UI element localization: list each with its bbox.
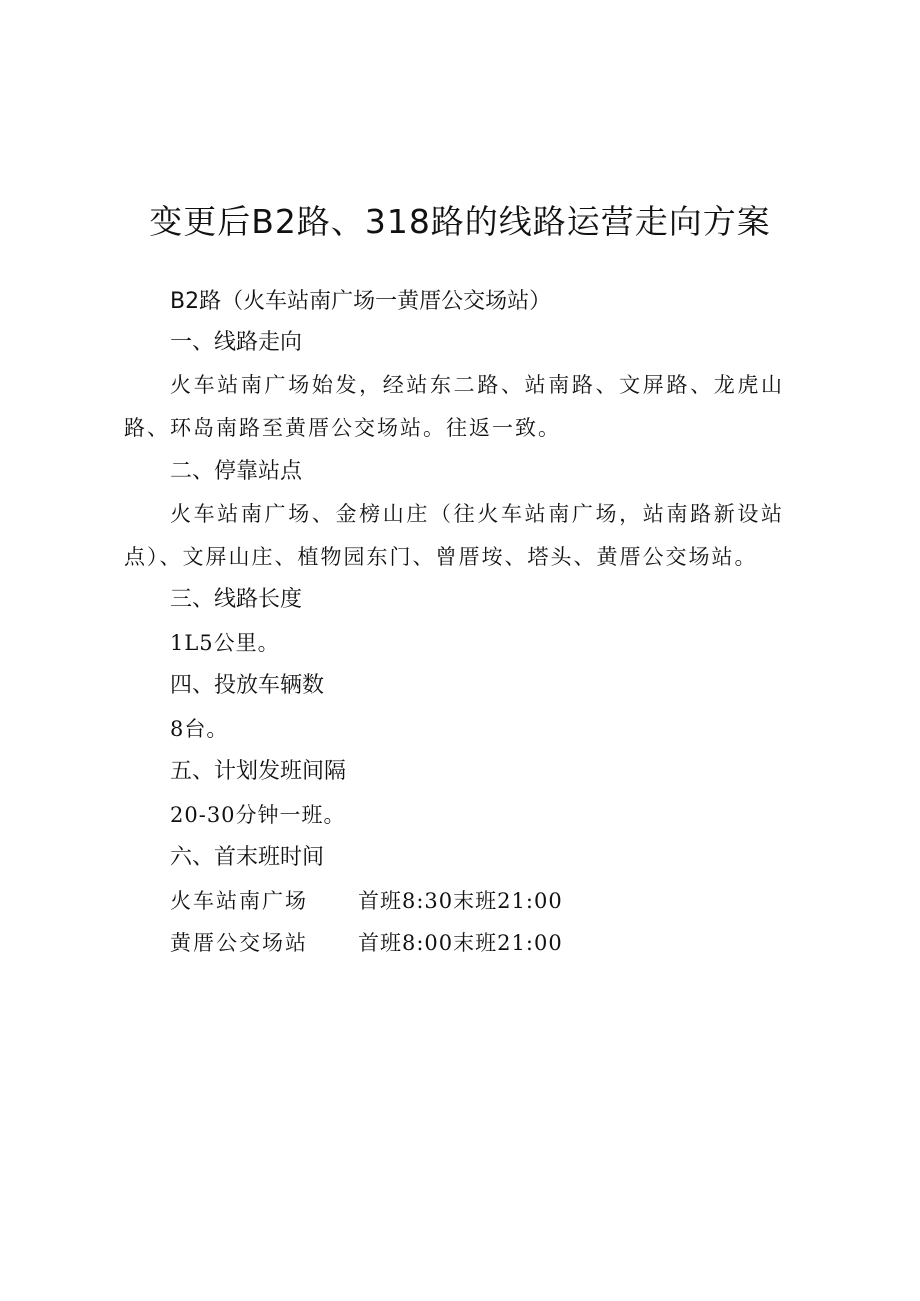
section-text-stops: 火车站南广场、金榜山庄（往火车站南广场，站南路新设站点）、文屏山庄、植物园东门、曾厝垵、塔头、黄厝公交场站。 <box>124 502 784 569</box>
schedule-stop: 火车站南广场 <box>170 889 308 913</box>
route-header: B2路（火车站南广场一黄厝公交场站） <box>170 289 552 314</box>
section-heading-route-length: 三、线路长度 <box>170 587 303 612</box>
schedule-times: 首班8:00末班21:00 <box>358 931 563 955</box>
schedule-row <box>170 881 563 921</box>
section-heading-stops: 二、停靠站点 <box>170 459 303 484</box>
section-text-route-direction: 火车站南广场始发，经站东二路、站南路、文屏路、龙虎山路、环岛南路至黄厝公交场站。往返一致。 <box>124 373 784 440</box>
schedule-stop: 黄厝公交场站 <box>170 931 308 955</box>
section-text-interval: 20-30分钟一班。 <box>170 803 346 827</box>
document-title: 变更后B2路、318路的线路运营走向方案 <box>149 202 771 241</box>
schedule-times: 首班8:30末班21:00 <box>358 889 563 913</box>
section-heading-vehicle-count: 四、投放车辆数 <box>170 673 325 698</box>
schedule-row <box>170 923 563 963</box>
section-text-vehicle-count: 8台。 <box>170 717 229 741</box>
section-text-route-length: 1L5公里。 <box>170 631 280 655</box>
section-heading-route-direction: 一、线路走向 <box>170 330 303 355</box>
section-heading-schedule: 六、首末班时间 <box>170 845 325 870</box>
section-heading-interval: 五、计划发班间隔 <box>170 759 347 784</box>
